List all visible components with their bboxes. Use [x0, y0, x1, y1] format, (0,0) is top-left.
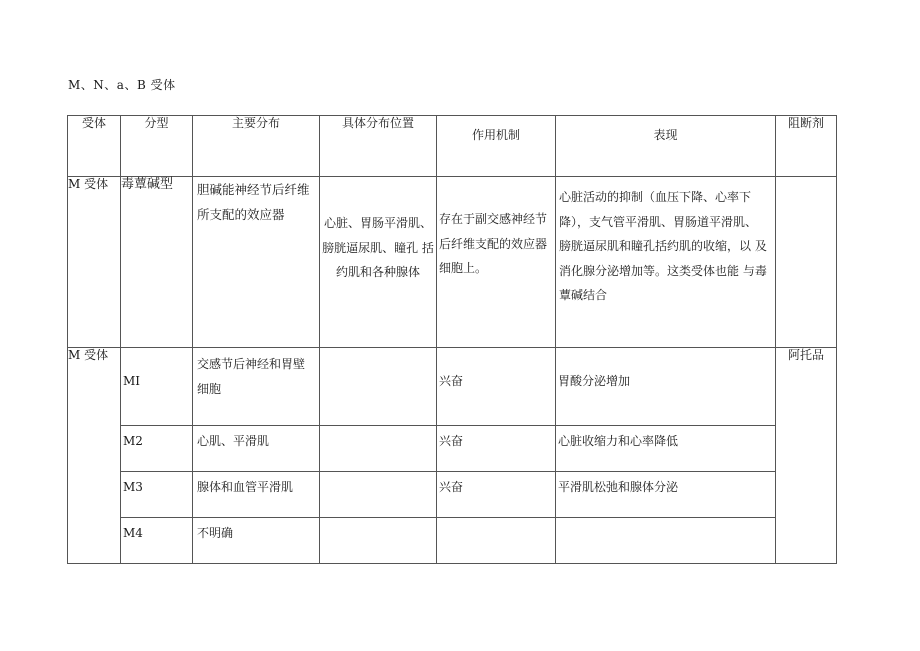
location-text: 心脏、胃肠平滑肌、 膀胱逼尿肌、瞳孔 括约肌和各种腺体: [322, 216, 434, 280]
cell-m1-subtype: [121, 348, 193, 426]
table-row-muscarinic: [68, 177, 837, 348]
cell-m4-subtype: [121, 518, 193, 564]
table-header-row: [68, 116, 837, 177]
cell-mechanism: [437, 177, 556, 348]
m2-expression-text: 心脏收缩力和心率降低: [558, 434, 679, 448]
cell-m2-mechanism: [437, 426, 556, 472]
table-row-m2: [68, 426, 837, 472]
cell-m4-distribution: [193, 518, 320, 564]
cell-m4-location: [320, 518, 437, 564]
m2-mechanism-text: 兴奋: [439, 434, 464, 448]
header-receptor: 受体: [68, 116, 121, 177]
m2-distribution-text: 心肌、平滑肌: [197, 434, 270, 448]
cell-distribution: 胆碱能神经节后纤维所支配的效应器: [193, 177, 320, 348]
cell-m3-subtype: [121, 472, 193, 518]
cell-subtype: 毒蕈碱型: [121, 177, 193, 348]
cell-m4-mechanism: [437, 518, 556, 564]
m1-mechanism-text: 兴奋: [439, 374, 464, 388]
expression-text: 心脏活动的抑制（血压下降、心率下降），支气管平滑肌、胃肠道平滑肌、 膀胱逼尿肌和瞳孔括约肌的收缩，以 及消化腺分泌增加等。这类受体也能 与毒蕈碱结合: [559, 190, 767, 303]
m1-distribution-text: 交感节后神经和胃壁细胞: [197, 357, 306, 396]
cell-m4-expression: [556, 518, 776, 564]
header-mechanism: 作用机制: [437, 116, 556, 177]
cell-m3-distribution: [193, 472, 320, 518]
cell-receptor: M 受体: [68, 177, 121, 348]
m3-mechanism-text: 兴奋: [439, 480, 464, 494]
receptor-table: [67, 115, 837, 564]
cell-m-group-receptor: M 受体: [68, 348, 121, 564]
cell-m-group-blocker: 阿托品: [776, 348, 837, 564]
m1-subtype-text: MI: [123, 374, 141, 388]
cell-m1-expression: [556, 348, 776, 426]
header-location: 具体分布位置: [320, 116, 437, 177]
cell-location: [320, 177, 437, 348]
m2-subtype-text: M2: [123, 434, 143, 448]
cell-m3-expression: [556, 472, 776, 518]
document-heading: M、N、a、B 受体: [68, 78, 176, 92]
m4-distribution-text: 不明确: [197, 526, 234, 540]
cell-m2-distribution: [193, 426, 320, 472]
cell-m1-location: [320, 348, 437, 426]
m1-expression-text: 胃酸分泌增加: [558, 374, 631, 388]
cell-m2-subtype: [121, 426, 193, 472]
m4-subtype-text: M4: [123, 526, 143, 540]
cell-m1-mechanism: [437, 348, 556, 426]
header-distribution: 主要分布: [193, 116, 320, 177]
table-row-m4: [68, 518, 837, 564]
m3-expression-text: 平滑肌松弛和腺体分泌: [558, 480, 679, 494]
m3-subtype-text: M3: [123, 480, 143, 494]
table-row-m1: [68, 348, 837, 426]
header-subtype: 分型: [121, 116, 193, 177]
cell-expression: [556, 177, 776, 348]
mechanism-text: 存在于副交感神经节后纤维支配的效应器细胞上。: [439, 212, 548, 276]
header-expression: 表现: [556, 116, 776, 177]
cell-m2-location: [320, 426, 437, 472]
m3-distribution-text: 腺体和血管平滑肌: [197, 480, 294, 494]
header-blocker: 阻断剂: [776, 116, 837, 177]
table-row-m3: [68, 472, 837, 518]
cell-blocker: [776, 177, 837, 348]
cell-m1-distribution: [193, 348, 320, 426]
cell-m3-mechanism: [437, 472, 556, 518]
cell-m2-expression: [556, 426, 776, 472]
cell-m3-location: [320, 472, 437, 518]
